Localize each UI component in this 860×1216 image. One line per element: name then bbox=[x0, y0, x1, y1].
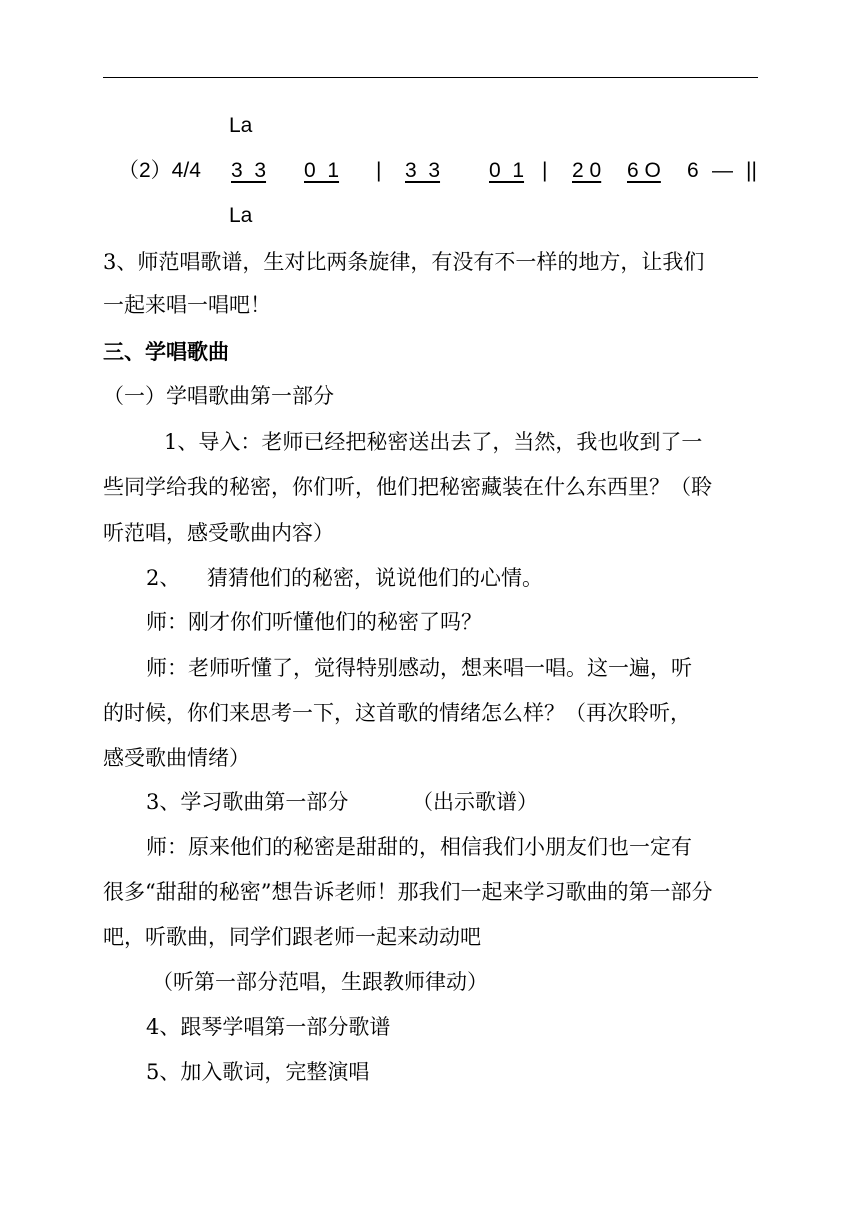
intro-paragraph-line-3: 听范唱，感受歌曲内容） bbox=[103, 521, 334, 545]
lyric-la-top: La bbox=[229, 114, 253, 137]
intro-paragraph-line-1: 1、导入：老师已经把秘密送出去了，当然，我也收到了一 bbox=[164, 430, 703, 454]
notation-bar-1: | bbox=[376, 159, 382, 182]
lyric-la-bottom: La bbox=[229, 204, 253, 227]
notation-group-3: 3 3 bbox=[405, 159, 441, 182]
notation-group-6: 6 O bbox=[627, 159, 661, 182]
teacher-secret-line-1: 师：原来他们的秘密是甜甜的，相信我们小朋友们也一定有 bbox=[146, 835, 692, 859]
notation-bar-2: | bbox=[542, 159, 548, 182]
notation-dash: — bbox=[712, 159, 733, 182]
notation-group-4: 0 1 bbox=[489, 159, 525, 182]
teacher-remark-line-2: 的时候，你们来思考一下，这首歌的情绪怎么样？（再次聆听， bbox=[103, 701, 691, 725]
teacher-secret-line-2: 很多“甜甜的秘密”想告诉老师！那我们一起来学习歌曲的第一部分 bbox=[103, 880, 713, 904]
notation-note-6: 6 bbox=[687, 159, 699, 182]
notation-end-bar: || bbox=[746, 159, 757, 182]
step-2-number: 2、 bbox=[146, 566, 181, 590]
music-notation-row bbox=[118, 156, 778, 186]
step-3-note: （出示歌谱） bbox=[412, 790, 538, 814]
header-rule bbox=[103, 77, 758, 78]
notation-group-5: 2 0 bbox=[572, 159, 602, 182]
step-5-line: 5、加入歌词，完整演唱 bbox=[146, 1060, 370, 1084]
teacher-secret-line-3: 吧，听歌曲，同学们跟老师一起来动动吧 bbox=[103, 925, 481, 949]
teacher-question-line: 师：刚才你们听懂他们的秘密了吗？ bbox=[146, 610, 482, 634]
teacher-remark-line-1: 师：老师听懂了，觉得特别感动，想来唱一唱。这一遍，听 bbox=[146, 656, 692, 680]
section-heading-learn-song: 三、学唱歌曲 bbox=[103, 339, 229, 364]
listen-instruction: （听第一部分范唱，生跟教师律动） bbox=[152, 970, 488, 994]
step-2-text: 猜猜他们的秘密，说说他们的心情。 bbox=[207, 566, 543, 590]
step-4-line: 4、跟琴学唱第一部分歌谱 bbox=[146, 1015, 391, 1039]
step-3-line-2: 一起来唱一唱吧！ bbox=[103, 293, 271, 317]
intro-paragraph-line-2: 些同学给我的秘密，你们听，他们把秘密藏装在什么东西里？（聆 bbox=[103, 475, 712, 499]
notation-group-2: 0 1 bbox=[304, 159, 340, 182]
subsection-heading-part-1: （一）学唱歌曲第一部分 bbox=[103, 384, 334, 408]
notation-group-1: 3 3 bbox=[231, 159, 267, 182]
step-3-heading: 3、学习歌曲第一部分 bbox=[146, 790, 349, 814]
step-3-line-1: 3、师范唱歌谱，生对比两条旋律，有没有不一样的地方，让我们 bbox=[103, 250, 705, 274]
notation-label: （2）4/4 bbox=[118, 159, 201, 182]
teacher-remark-line-3: 感受歌曲情绪） bbox=[103, 746, 250, 770]
